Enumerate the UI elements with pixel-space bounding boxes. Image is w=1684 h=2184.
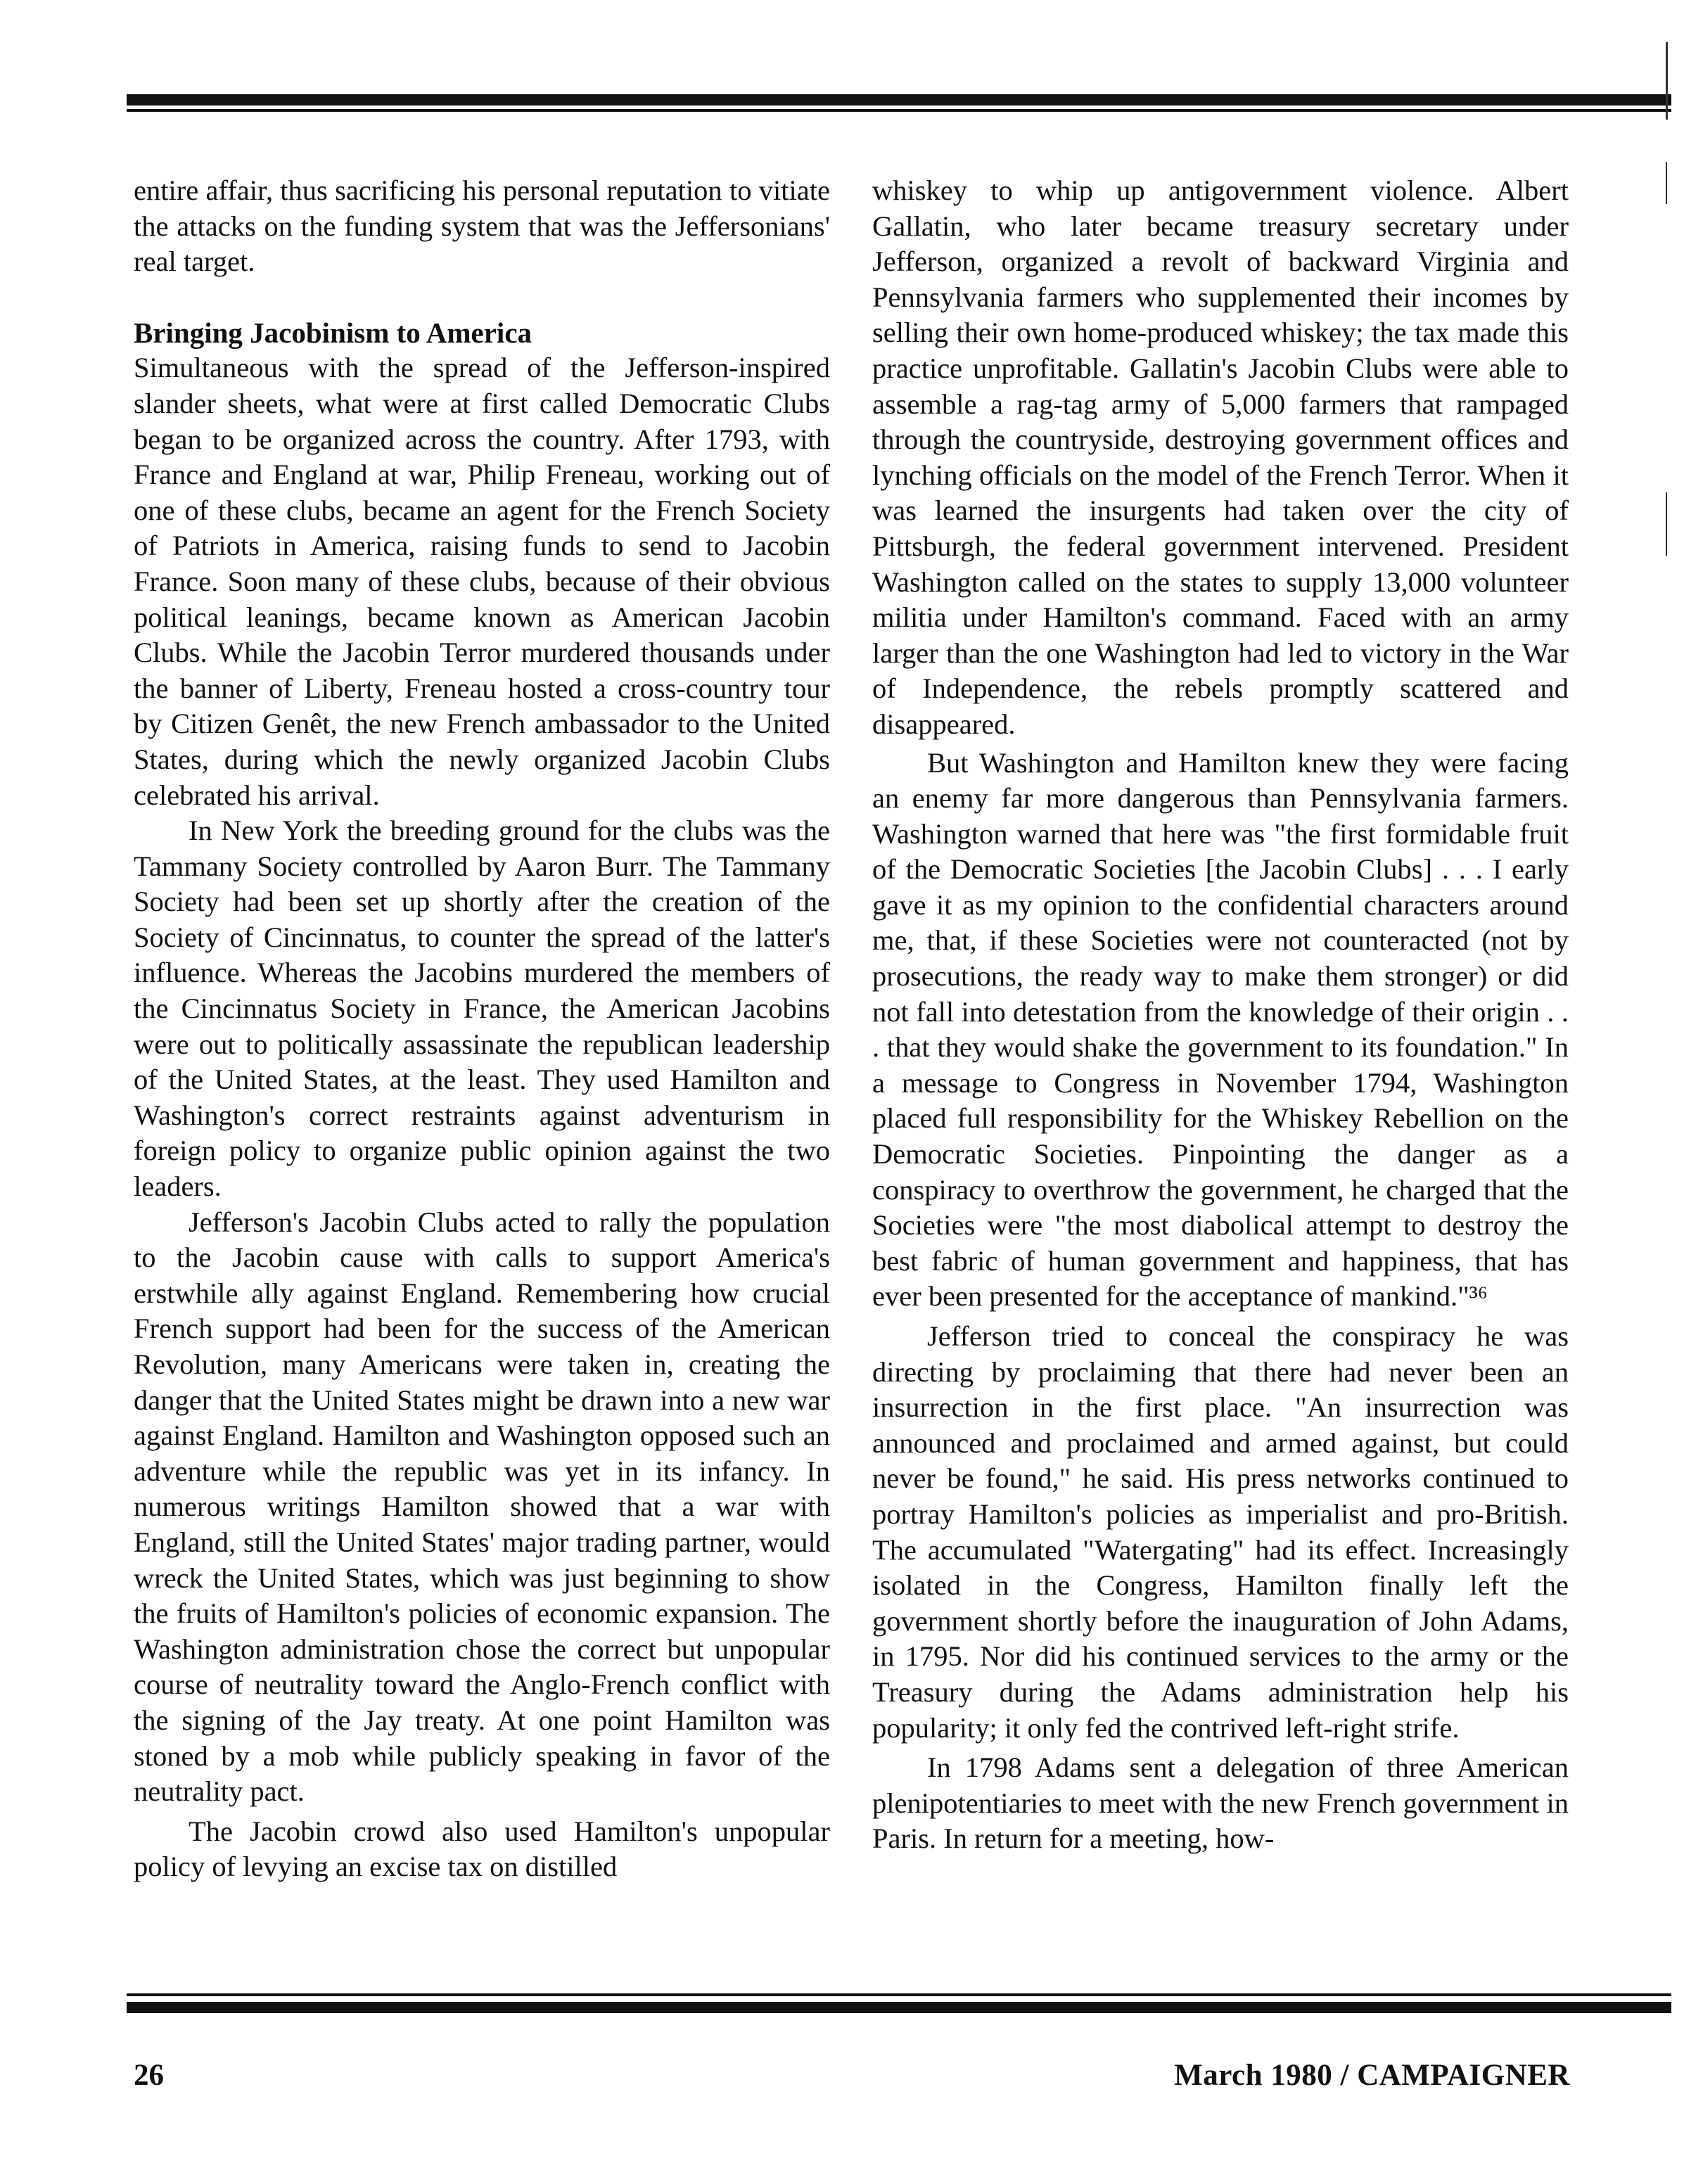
paragraph: In 1798 Adams sent a delegation of three American plenipotentiaries to meet with the new French government in Paris. In return for a meeting, how- (872, 1751, 1569, 1855)
paragraph: Jefferson tried to conceal the conspiracy he was directing by proclaiming that there had never been an insurrection in the first place. "An insurrection was announced and proclaimed and armed against, but could never be found," he said. His press networks continued to portray Hamilton's policies as imperialist and pro-British. The accumulated "Watergating" had its effect. Increasingly isolated in the Congress, Hamilton finally left the government shortly before the inauguration of John Adams, in 1795. Nor did his continued services to the army or the Treasury during the Adams administration help his popularity; it only fed the contrived left-right strife. (872, 1320, 1569, 1744)
paragraph: Jefferson's Jacobin Clubs acted to rally the population to the Jacobin cause with calls to support America's erstwhile ally against England. Remembering how crucial French support had been for the success of the American Revolution, many Americans were taken in, creating the danger that the United States might be drawn into a new war against England. Hamilton and Washington opposed such an adventure while the republic was yet in its infancy. In numerous writings Hamilton showed that a war with England, still the United States' major trading partner, would wreck the United States, which was just beginning to show the fruits of Hamilton's policies of economic expansion. The Washington administration chose the correct but unpopular course of neutrality toward the Anglo-French conflict with the signing of the Jay treaty. At one point Hamilton was stoned by a mob while publicly speaking in favor of the neutrality pact. (134, 1206, 830, 1808)
bottom-rule (127, 2002, 1671, 2013)
paragraph: In New York the breeding ground for the clubs was the Tammany Society controlled by Aaron Burr. The Tammany Society had been set up shortly after the creation of the Society of Cincinnatus, to counter the spread of the latter's influence. Whereas the Jacobins murdered the members of the Cincinnatus Society in France, the American Jacobins were out to politically assassinate the republican leadership of the United States, at the least. They used Hamilton and Washington's correct restraints against adventurism in foreign policy to organize public opinion against the two leaders. (134, 815, 830, 1203)
page-edge-mark (1666, 492, 1667, 556)
top-rule (127, 94, 1671, 106)
page-edge-mark (1666, 162, 1667, 204)
left-column (134, 173, 830, 1885)
page-edge-mark (1666, 42, 1668, 120)
page-number: 26 (134, 2059, 164, 2092)
paragraph: But Washington and Hamilton knew they were facing an enemy far more dangerous than Pennsylvania farmers. Washington warned that here was "the first formidable fruit of the Democratic Societies [the Jacobin Clubs] . . . I early gave it as my opinion to the confidential characters around me, that, if these Societies were not counteracted (not by prosecutions, the ready way to make them stronger) or did not fall into detestation from the knowledge of their origin . . . that they would shake the government to its foundation." In a message to Congress in November 1794, Washington placed full responsibility for the Whiskey Rebellion on the Democratic Societies. Pinpointing the danger as a conspiracy to overthrow the government, he charged that the Societies were "the most diabolical attempt to destroy the best fabric of human government and happiness, that has ever been presented for the acceptance of mankind."³⁶ (872, 746, 1569, 1313)
publication-masthead: March 1980 / CAMPAIGNER (1174, 2059, 1570, 2092)
right-column (872, 173, 1569, 1857)
paragraph: whiskey to whip up antigovernment violence. Albert Gallatin, who later became treasury secretary under Jefferson, organized a revolt of backward Virginia and Pennsylvania farmers who supplemented their incomes by selling their own home-produced whiskey; the tax made this practice unprofitable. Gallatin's Jacobin Clubs were able to assemble a rag-tag army of 5,000 farmers that rampaged through the countryside, destroying government offices and lynching officials on the model of the French Terror. When it was learned the insurgents had taken over the city of Pittsburgh, the federal government intervened. President Washington called on the states to supply 13,000 volunteer militia under Hamilton's command. Faced with an army larger than the one Washington had led to victory in the War of Independence, the rebels promptly scattered and disappeared. (872, 174, 1569, 740)
paragraph: The Jacobin crowd also used Hamilton's unpopular policy of levying an excise tax on distilled (134, 1815, 830, 1883)
paragraph: Simultaneous with the spread of the Jefferson-inspired slander sheets, what were at first called Democratic Clubs began to be organized across the country. After 1793, with France and England at war, Philip Freneau, working out of one of these clubs, became an agent for the French Society of Patriots in America, raising funds to send to Jacobin France. Soon many of these clubs, because of their obvious political leanings, became known as American Jacobin Clubs. While the Jacobin Terror murdered thousands under the banner of Liberty, Freneau hosted a cross-country tour by Citizen Genêt, the new French ambassador to the United States, during which the newly organized Jacobin Clubs celebrated his arrival. (134, 352, 830, 811)
section-heading: Bringing Jacobinism to America (134, 316, 532, 349)
paragraph: entire affair, thus sacrificing his personal reputation to vitiate the attacks on the funding system that was the Jeffersonians' real target. (134, 174, 830, 278)
